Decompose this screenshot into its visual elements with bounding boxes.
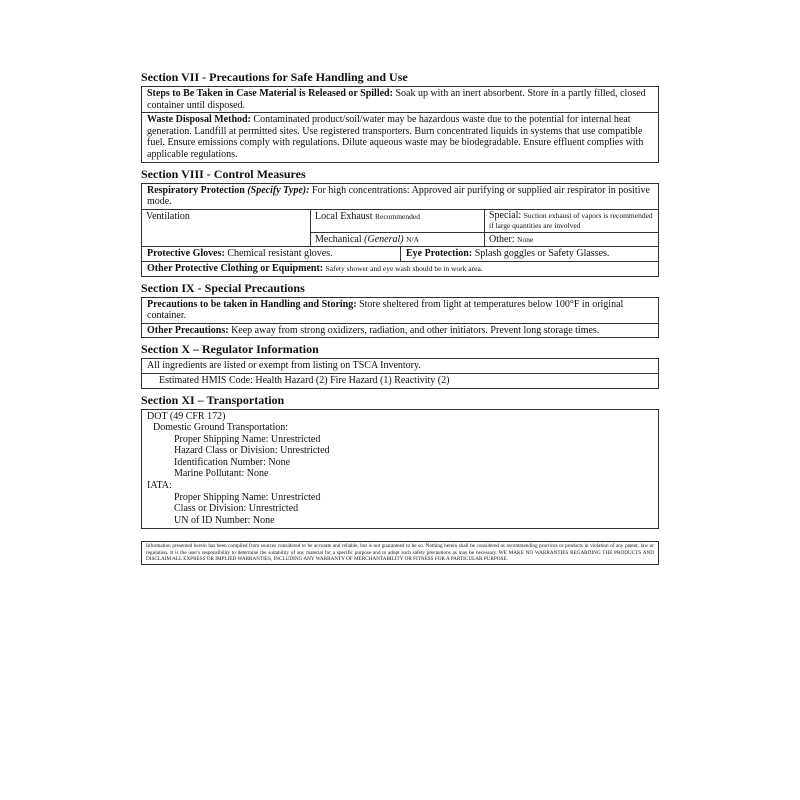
- respiratory-label: Respiratory Protection (Specify Type):: [147, 184, 310, 196]
- section-xi-box: [141, 409, 659, 530]
- domestic-shipping-name: Proper Shipping Name: Unrestricted: [174, 433, 321, 445]
- local-exhaust-value: Recommended: [374, 211, 420, 221]
- special-cell: Special: Suction exhaust of vapors is recommended if large quantities are involved: [484, 210, 658, 232]
- section-vii-box: [141, 86, 659, 163]
- handling-row: [142, 298, 658, 323]
- ventilation-grid: [142, 209, 658, 247]
- iata-un-number: UN of ID Number: None: [174, 514, 275, 526]
- respiratory-row: [142, 184, 658, 209]
- ventilation-blank: [142, 232, 310, 247]
- section-xi-title: Section XI – Transportation: [141, 392, 285, 407]
- clothing-row: [142, 261, 658, 276]
- spill-steps-label: Steps to Be Taken in Case Material is Released or Spilled:: [147, 88, 393, 99]
- iata-class: Class or Division: Unrestricted: [174, 503, 299, 515]
- disclaimer-box: Information presented herein has been compiled from sources considered to be accurate and reliable, but is not guaranteed to be so. Nothing herein shall be considered as recommending practices or products in violation of any patent, law or regulation. It is the user's responsibility to determine the suitability of any material for a specific purpose and to adopt such safety precautions as may be necessary. WE MAKE NO WARRANTIES REGARDING THE PRODUCTS AND DISCLAIM ALL EXPRESS OR IMPLIED WARRANTIES, INCLUDING ANY WARRANTY OF MERCHANTABILITY OR FITNESS FOR A PARTICULAR PURPOSE.: [141, 541, 659, 565]
- handling-label: Precautions to be taken in Handling and Storing:: [147, 298, 357, 310]
- special-value: Suction exhaust of vapors is recommended if large quantities are involved: [489, 210, 653, 230]
- other-precautions-label: Other Precautions:: [147, 324, 229, 336]
- clothing-text: Safety shower and eye wash should be in work area.: [325, 263, 483, 273]
- clothing-label: Other Protective Clothing or Equipment:: [147, 262, 324, 274]
- ventilation-label: Ventilation: [146, 210, 190, 222]
- domestic-hazard-class: Hazard Class or Division: Unrestricted: [174, 445, 330, 457]
- iata-line: IATA:: [147, 480, 172, 492]
- msds-page: [141, 70, 659, 565]
- waste-disposal-row: [142, 112, 658, 161]
- section-x-box: [141, 358, 659, 388]
- spill-steps-row: [142, 87, 658, 112]
- waste-disposal-text: Contaminated product/soil/water may be hazardous waste due to the potential for internal heat generation. Landfill at permitted sites. Use registered transporters. Burn concentrated liquids in systems that use compatible fuel. Ensure emissions comply with regulations. Dilute aqueous waste may be biodegradable. Ensure effluent complies with applicable regulations.: [147, 114, 644, 160]
- local-exhaust-cell: Local Exhaust Recommended: [310, 210, 484, 232]
- domestic-marine-pollutant: Marine Pollutant: None: [174, 468, 269, 480]
- section-ix-title: Section IX - Special Precautions: [141, 280, 305, 295]
- iata-shipping-name: Proper Shipping Name: Unrestricted: [174, 491, 321, 503]
- gloves-cell: Protective Gloves: Chemical resistant gloves.: [147, 248, 333, 260]
- mechanical-cell: Mechanical (General) N/A: [310, 232, 484, 247]
- domestic-id-number: Identification Number: None: [174, 456, 291, 468]
- domestic-line: Domestic Ground Transportation:: [153, 422, 288, 434]
- eye-cell: Eye Protection: Splash goggles or Safety Glasses.: [400, 247, 658, 261]
- dot-line: DOT (49 CFR 172): [147, 410, 226, 422]
- section-x-title: Section X – Regulator Information: [141, 342, 319, 357]
- section-vii-title: Section VII - Precautions for Safe Handling and Use: [141, 70, 408, 84]
- section-viii-box: [141, 183, 659, 277]
- tsca-row: All ingredients are listed or exempt from listing on TSCA Inventory.: [147, 360, 421, 372]
- section-ix-box: [141, 297, 659, 339]
- gloves-eye-row: [142, 246, 658, 261]
- other-precautions-text: Keep away from strong oxidizers, radiation, and other initiators. Prevent long storage times.: [231, 324, 600, 336]
- mechanical-value: N/A: [406, 234, 419, 244]
- section-viii-title: Section VIII - Control Measures: [141, 166, 306, 181]
- other-precautions-row: [142, 323, 658, 338]
- waste-disposal-label: Waste Disposal Method:: [147, 114, 251, 126]
- hmis-row: Estimated HMIS Code: Health Hazard (2) Fire Hazard (1) Reactivity (2): [142, 373, 658, 388]
- respiratory-text: For high concentrations: Approved air purifying or supplied air respirator in positive mode.: [147, 184, 650, 208]
- other-cell: Other: None: [484, 232, 658, 247]
- spill-steps-text: Soak up with an inert absorbent. Store in a partly filled, closed container until disposed.: [147, 88, 646, 111]
- handling-text: Store sheltered from light at temperatures below 100°F in original container.: [147, 298, 624, 322]
- other-value: None: [517, 234, 534, 244]
